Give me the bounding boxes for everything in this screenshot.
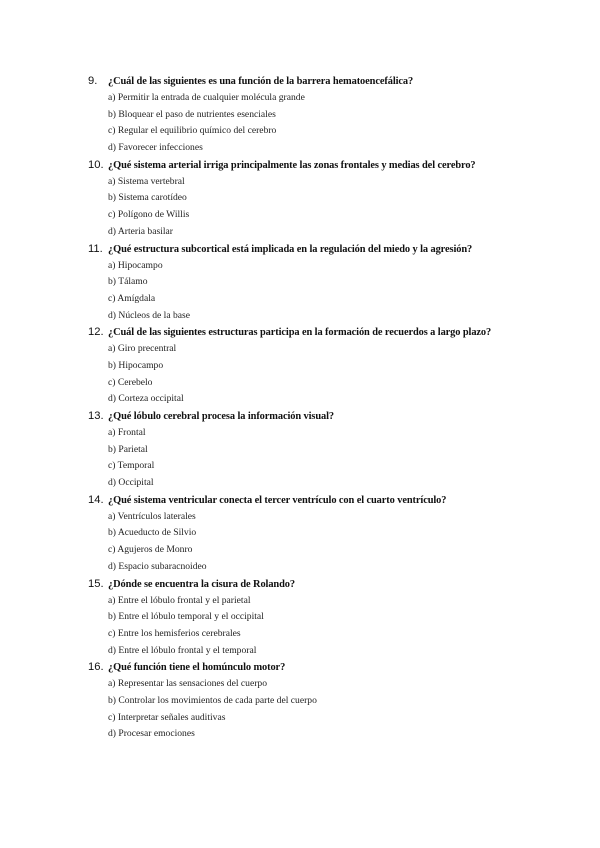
question-header	[88, 492, 568, 509]
answer-option: a) Ventrículos laterales	[108, 510, 196, 522]
answer-option: d) Espacio subaracnoideo	[108, 560, 207, 572]
question-text: ¿Qué sistema ventricular conecta el tercer ventrículo con el cuarto ventrículo?	[108, 494, 447, 506]
question-item	[88, 408, 568, 492]
answer-option: b) Bloquear el paso de nutrientes esenciales	[108, 108, 276, 120]
answer-option: d) Corteza occipital	[108, 393, 184, 405]
answer-option: d) Entre el lóbulo frontal y el temporal	[108, 644, 257, 656]
answer-option: d) Arteria basilar	[108, 225, 173, 237]
answer-option: a) Hipocampo	[108, 259, 163, 271]
answer-option: c) Temporal	[108, 460, 155, 472]
answer-options	[88, 509, 568, 576]
answer-option: c) Interpretar señales auditivas	[108, 711, 226, 723]
question-header	[88, 324, 568, 341]
question-number: 9.	[88, 75, 98, 87]
answer-option: d) Occipital	[108, 477, 154, 489]
answer-option: b) Tálamo	[108, 276, 148, 288]
answer-option: a) Sistema vertebral	[108, 175, 185, 187]
answer-option: c) Agujeros de Monro	[108, 544, 193, 556]
question-item	[88, 241, 568, 325]
answer-option: b) Hipocampo	[108, 359, 164, 371]
question-text: ¿Qué sistema arterial irriga principalmente las zonas frontales y medias del cerebro?	[108, 159, 476, 171]
answer-option: c) Entre los hemisferios cerebrales	[108, 627, 241, 639]
answer-options	[88, 593, 568, 660]
question-item	[88, 324, 568, 408]
question-item	[88, 73, 568, 157]
answer-option: a) Entre el lóbulo frontal y el parietal	[108, 594, 251, 606]
question-text: ¿Qué estructura subcortical está implicada en la regulación del miedo y la agresión?	[108, 243, 473, 255]
answer-options	[88, 90, 568, 157]
question-text: ¿Dónde se encuentra la cisura de Rolando?	[108, 578, 295, 590]
question-header	[88, 157, 568, 174]
answer-options	[88, 258, 568, 325]
answer-option: a) Representar las sensaciones del cuerpo	[108, 678, 268, 690]
answer-option: b) Controlar los movimientos de cada parte del cuerpo	[108, 694, 317, 706]
answer-option: c) Polígono de Willis	[108, 209, 190, 221]
answer-option: c) Cerebelo	[108, 376, 153, 388]
answer-option: b) Acueducto de Silvio	[108, 527, 197, 539]
question-number: 14.	[88, 493, 104, 506]
question-text: ¿Qué lóbulo cerebral procesa la información visual?	[108, 411, 334, 422]
question-number: 10.	[88, 158, 104, 171]
answer-option: c) Amígdala	[108, 292, 156, 304]
question-number: 15.	[88, 577, 104, 590]
answer-options	[88, 676, 568, 743]
answer-option: b) Parietal	[108, 443, 148, 455]
answer-options	[88, 174, 568, 241]
answer-option: d) Procesar emociones	[108, 728, 195, 740]
question-number: 13.	[88, 410, 104, 422]
question-text: ¿Qué función tiene el homúnculo motor?	[108, 662, 286, 674]
question-item	[88, 659, 568, 743]
answer-option: b) Entre el lóbulo temporal y el occipital	[108, 611, 264, 623]
question-header	[88, 73, 568, 90]
question-header	[88, 659, 568, 676]
question-header	[88, 576, 568, 593]
question-text: ¿Cuál de las siguientes es una función de la barrera hematoencefálica?	[108, 76, 414, 87]
answer-options	[88, 341, 568, 408]
answer-option: c) Regular el equilibrio químico del cerebro	[108, 125, 277, 137]
question-text: ¿Cuál de las siguientes estructuras participa en la formación de recuerdos a largo plazo?	[108, 327, 492, 339]
answer-option: a) Permitir la entrada de cualquier molécula grande	[108, 92, 305, 103]
answer-option: d) Núcleos de la base	[108, 309, 191, 321]
answer-option: b) Sistema carotídeo	[108, 192, 187, 204]
answer-option: a) Giro precentral	[108, 343, 177, 355]
question-item	[88, 157, 568, 241]
answer-option: d) Favorecer infecciones	[108, 142, 203, 154]
question-item	[88, 492, 568, 576]
question-number: 12.	[88, 326, 104, 339]
answer-options	[88, 425, 568, 492]
question-number: 16.	[88, 661, 104, 674]
question-list	[88, 73, 568, 743]
question-number: 11.	[88, 242, 103, 255]
question-item	[88, 576, 568, 660]
question-header	[88, 408, 568, 425]
answer-option: a) Frontal	[108, 427, 146, 438]
question-header	[88, 241, 568, 258]
